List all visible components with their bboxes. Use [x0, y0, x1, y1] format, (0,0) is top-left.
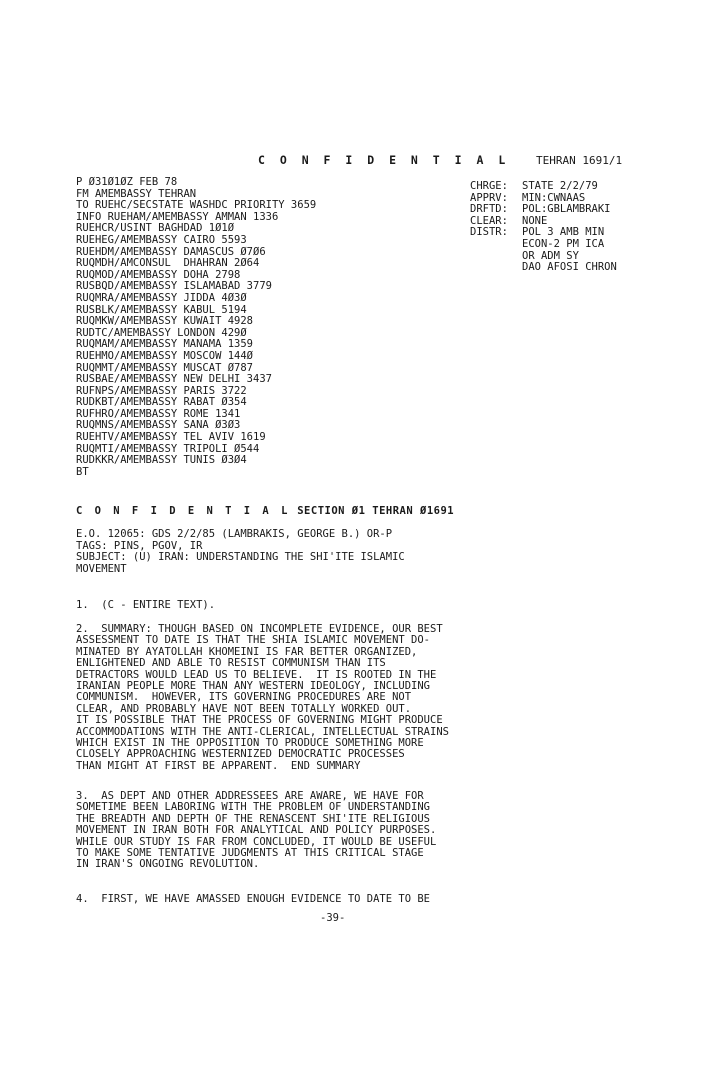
metadata-label: CLEAR:	[470, 214, 508, 227]
metadata-row	[470, 262, 617, 274]
metadata-value: MIN:CWNAAS	[522, 191, 586, 204]
classification-header: C O N F I D E N T I A L	[258, 153, 510, 167]
metadata-row	[470, 239, 617, 251]
tags-line: TAGS: PINS, PGOV, IR	[76, 539, 203, 552]
routing-line: TO RUEHC/SECSTATE WASHDC PRIORITY 3659	[76, 199, 317, 212]
routing-line: RUSBLK/AMEMBASSY KABUL 5194	[76, 303, 247, 316]
routing-line: RUQMDH/AMCONSUL DHAHRAN 2Ø64	[76, 257, 260, 270]
metadata-value: STATE 2/2/79	[522, 180, 598, 192]
routing-line: BT	[76, 465, 89, 478]
eo-line: E.O. 12065: GDS 2/2/85 (LAMBRAKIS, GEORGE B.) OR-P	[76, 528, 393, 540]
routing-line: RUSBAE/AMEMBASSY NEW DELHI 3437	[76, 373, 272, 386]
metadata-label	[470, 251, 522, 263]
routing-line: RUDKKR/AMEMBASSY TUNIS Ø3Ø4	[76, 454, 247, 467]
routing-line: FM AMEMBASSY TEHRAN	[76, 187, 197, 200]
metadata-row	[470, 181, 617, 193]
metadata-value: OR ADM SY	[522, 249, 579, 262]
routing-line: RUQMMT/AMEMBASSY MUSCAT Ø787	[76, 361, 254, 374]
routing-line: RUQMAM/AMEMBASSY MANAMA 1359	[76, 338, 254, 351]
metadata-label	[470, 239, 522, 251]
routing-line: RUEHTV/AMEMBASSY TEL AVIV 1619	[76, 431, 266, 444]
metadata-label: CHRGE:	[470, 180, 508, 192]
routing-line: RUEHCR/USINT BAGHDAD 1Ø1Ø	[76, 222, 235, 235]
paragraph-3: 3. AS DEPT AND OTHER ADDRESSEES ARE AWARE, WE HAVE FOR SOMETIME BEEN LABORING WITH THE PROBLEM OF UNDERSTANDING THE BREADTH AND DEPTH OF THE RENASCENT SHI'ITE RELIGIOUS MOVEMENT IN IRAN BOTH FOR ANALYTICAL AND POLICY PURPOSES. WHILE OUR STUDY IS FAR FROM CONCLUDED, IT WOULD BE USEFUL TO MAKE SOME TENTATIVE JUDGMENTS AT THIS CRITICAL STAGE IN IRAN'S ONGOING REVOLUTION.	[76, 790, 437, 871]
subject-block	[76, 529, 405, 575]
metadata-value: ECON-2 PM ICA	[522, 237, 605, 250]
metadata-label: DRFTD:	[470, 203, 508, 216]
metadata-value: POL 3 AMB MIN	[522, 226, 605, 239]
paragraph-1: 1. (C - ENTIRE TEXT).	[76, 599, 216, 611]
routing-line: RUSBQD/AMEMBASSY ISLAMABAD 3779	[76, 280, 272, 293]
routing-line: RUQMOD/AMEMBASSY DOHA 2798	[76, 268, 241, 281]
metadata-label	[470, 262, 522, 274]
routing-line: RUDKBT/AMEMBASSY RABAT Ø354	[76, 396, 247, 409]
paragraph-4: 4. FIRST, WE HAVE AMASSED ENOUGH EVIDENCE TO DATE TO BE	[76, 893, 431, 905]
routing-line: RUFNPS/AMEMBASSY PARIS 3722	[76, 384, 247, 397]
routing-line: RUQMRA/AMEMBASSY JIDDA 4Ø3Ø	[76, 291, 247, 304]
metadata-value: NONE	[522, 214, 548, 227]
routing-line: RUQMTI/AMEMBASSY TRIPOLI Ø544	[76, 442, 260, 455]
metadata-label: DISTR:	[470, 226, 508, 239]
metadata-value: POL:GBLAMBRAKI	[522, 203, 611, 216]
metadata-value: DAO AFOSI CHRON	[522, 261, 617, 274]
metadata-label: APPRV:	[470, 191, 508, 204]
subject-line-continued: MOVEMENT	[76, 562, 127, 575]
routing-line: RUFHRO/AMEMBASSY ROME 1341	[76, 407, 241, 420]
section-line	[76, 505, 454, 517]
routing-line: INFO RUEHAM/AMEMBASSY AMMAN 1336	[76, 210, 279, 223]
paragraph-2-summary: 2. SUMMARY: THOUGH BASED ON INCOMPLETE EVIDENCE, OUR BEST ASSESSMENT TO DATE IS THAT THE SHIA ISLAMIC MOVEMENT DO- MINATED BY AYATOLLAH KHOMEINI IS FAR BETTER ORGANIZED, ENLIGHTENED AND ABLE TO RESIST COMMUNISM THAN ITS DETRACTORS WOULD LEAD US TO BELIEVE. IT IS ROOTED IN THE IRANIAN PEOPLE MORE THAN ANY WESTERN IDEOLOGY, INCLUDING COMMUNISM. HOWEVER, ITS GOVERNING PROCEDURES ARE NOT CLEAR, AND PROBABLY HAVE NOT BEEN TOTALLY WORKED OUT. IT IS POSSIBLE THAT THE PROCESS OF GOVERNING MIGHT PRODUCE ACCOMMODATIONS WITH THE ANTI-CLERICAL, INTELLECTUAL STRAINS WHICH EXIST IN THE OPPOSITION TO PRODUCE SOMETHING MORE CLOSELY APPROACHING WESTERNIZED DEMOCRATIC PROCESSES THAN MIGHT AT FIRST BE APPARENT. END SUMMARY	[76, 623, 449, 772]
page-number: -39-	[320, 912, 346, 924]
routing-block	[76, 177, 316, 478]
section-classification: C O N F I D E N T I A L	[76, 505, 291, 517]
routing-line: RUEHMO/AMEMBASSY MOSCOW 144Ø	[76, 349, 254, 362]
section-text: SECTION Ø1 TEHRAN Ø1691	[297, 505, 455, 517]
routing-line: RUQMKW/AMEMBASSY KUWAIT 4928	[76, 315, 254, 328]
routing-line: RUEHDM/AMEMBASSY DAMASCUS Ø7Ø6	[76, 245, 266, 258]
metadata-block	[470, 181, 617, 274]
routing-line: RUQMNS/AMEMBASSY SANA Ø3Ø3	[76, 419, 241, 432]
routing-line: RUEHEG/AMEMBASSY CAIRO 5593	[76, 233, 247, 246]
routing-line: RUDTC/AMEMBASSY LONDON 429Ø	[76, 326, 247, 339]
routing-line: P Ø31Ø1ØZ FEB 78	[76, 176, 178, 188]
subject-line: SUBJECT: (U) IRAN: UNDERSTANDING THE SHI'ITE ISLAMIC	[76, 551, 405, 564]
document-id: TEHRAN 1691/1	[536, 154, 623, 167]
